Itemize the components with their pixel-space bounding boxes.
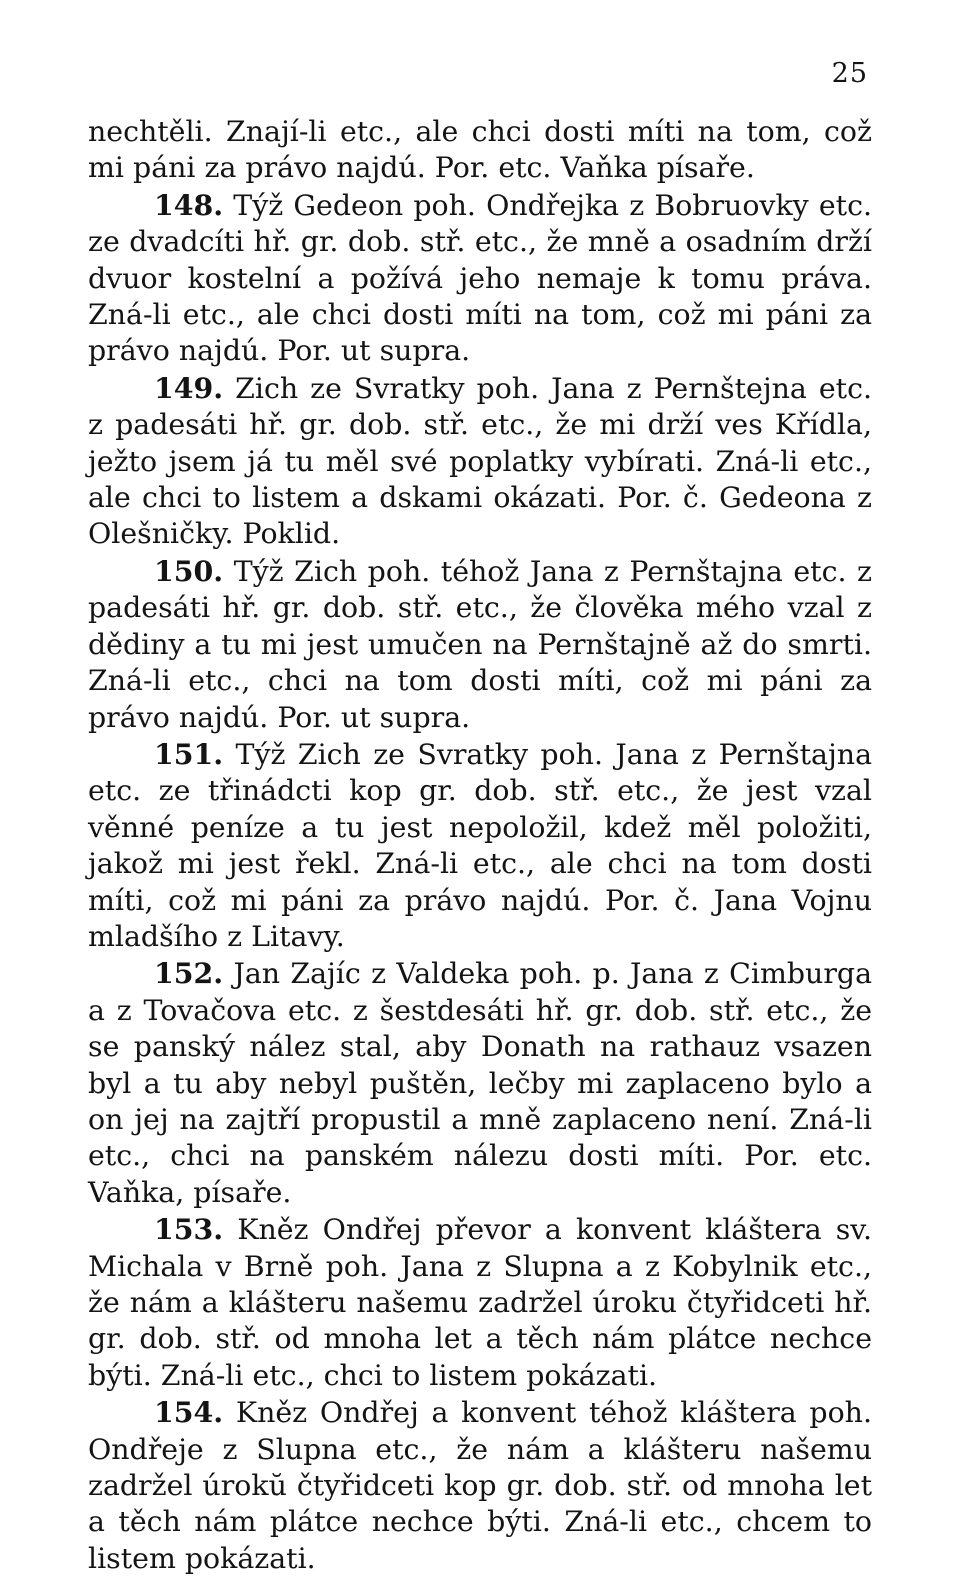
entry-151: [88, 736, 872, 955]
entry-text: Kněz Ondřej a konvent téhož kláštera poh. Ondřeje z Slupna etc., že nám a klášteru našemu zadržel úrokŭ čtyřidceti kop gr. dob. stř. od mnoha let a těch nám plátce nechce býti. Zná-li etc., chcem to listem pokázati.: [88, 1396, 872, 1575]
entry-number: 154.: [154, 1395, 224, 1430]
entry-152: [88, 955, 872, 1211]
entry-text: Zich ze Svratky poh. Jana z Pernštejna etc. z padesáti hř. gr. dob. stř. etc., že mi drží ves Křídla, ježto jsem já tu měl své poplatky vybírati. Zná-li etc., ale chci to listem a dskami okázati. Por. č. Gedeona z Olešničky. Poklid.: [88, 371, 872, 551]
page-number: 25: [831, 58, 868, 89]
entry-number: 149.: [154, 370, 224, 405]
entry-149: [88, 370, 872, 553]
entry-154: [88, 1394, 872, 1577]
entry-148: [88, 187, 872, 370]
entry-number: 150.: [154, 553, 224, 588]
entry-text: Týž Zich poh. téhož Jana z Pernštajna etc. z padesáti hř. gr. dob. stř. etc., že člověka mého vzal z dědiny a tu mi jest umučen na Pernštajně až do smrti. Zná-li etc., chci na tom dosti míti, což mi páni za právo najdú. Por. ut supra.: [88, 554, 872, 734]
entry-number: 151.: [154, 736, 224, 771]
entry-text: Kněz Ondřej převor a konvent kláštera sv. Michala v Brně poh. Jana z Slupna a z Kobylnik etc., že nám a klášteru našemu zadržel úroku čtyřidceti hř. gr. dob. stř. od mnoha let a těch nám plátce nechce býti. Zná-li etc., chci to listem pokázati.: [88, 1213, 872, 1392]
entry-text: Týž Gedeon poh. Ondřejka z Bobruovky etc. ze dvadcíti hř. gr. dob. stř. etc., že mně a osadním drží dvuor kostelní a požívá jeho nemaje k tomu práva. Zná-li etc., ale chci dosti míti na tom, což mi páni za právo najdú. Por. ut supra.: [88, 188, 872, 368]
entry-text: Týž Zich ze Svratky poh. Jana z Pernštajna etc. ze třinádcti kop gr. dob. stř. etc., že jest vzal věnné peníze a tu jest nepoložil, kdež měl položiti, jakož mi jest řekl. Zná-li etc., ale chci na tom dosti míti, což mi páni za právo najdú. Por. č. Jana Vojnu mladšího z Litavy.: [88, 737, 872, 953]
entry-150: [88, 553, 872, 736]
entry-text: Jan Zajíc z Valdeka poh. p. Jana z Cimburga a z Tovačova etc. z šestdesáti hř. gr. dob. stř. etc., že se panský nález stal, aby Donath na rathauz vsazen byl a tu aby nebyl puštěn, lečby mi zaplaceno bylo a on jej na zajtří propustil a mně zaplaceno není. Zná-li etc., chci na panském nálezu dosti míti. Por. etc. Vaňka, písaře.: [88, 957, 872, 1209]
entry-153: [88, 1211, 872, 1394]
lead-paragraph: nechtěli. Znají-li etc., ale chci dosti míti na tom, což mi páni za právo najdú. Por. etc. Vaňka písaře.: [88, 115, 872, 185]
document-body: [88, 114, 872, 1577]
entry-number: 153.: [154, 1212, 224, 1247]
entry-number: 148.: [154, 187, 224, 222]
entry-number: 152.: [154, 956, 224, 991]
